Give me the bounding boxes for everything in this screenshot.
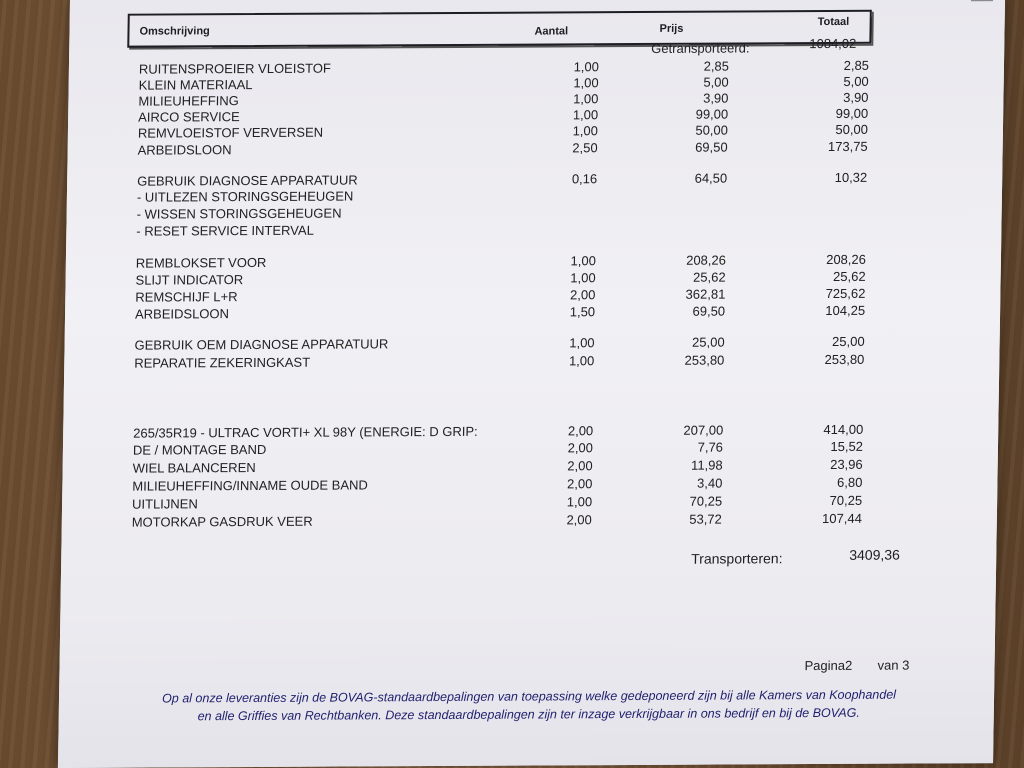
row-price: 5,00 [703,74,729,90]
row-price: 64,50 [694,170,728,186]
header-prijs: Prijs [659,22,684,35]
row-total: 70,25 [829,492,863,508]
row-description: WIEL BALANCEREN [132,459,256,476]
pagina-total: 3 [902,657,910,673]
row-description: 265/35R19 - ULTRAC VORTI+ XL 98Y (ENERGIE: D GRIP: [133,423,478,441]
row-description: GEBRUIK DIAGNOSE APPARATUUR [137,172,358,189]
row-quantity: 1,00 [572,107,599,123]
pagina-label: Pagina [804,657,846,674]
row-total: 107,44 [821,510,862,527]
row-quantity: 1,00 [570,270,596,286]
row-quantity: 1,00 [572,123,599,139]
row-quantity: 1,00 [568,353,595,369]
row-description: MOTORKAP GASDRUK VEER [131,513,313,530]
pagina-current: 2 [844,657,853,673]
row-description: RUITENSPROEIER VLOEISTOF [138,60,331,77]
row-total: 99,00 [835,105,869,121]
row-price: 253,80 [684,352,725,368]
row-description: AIRCO SERVICE [138,109,240,125]
row-price: 69,50 [695,139,728,155]
header-omschrijving: Omschrijving [139,25,210,38]
row-quantity: 1,00 [573,75,599,91]
row-price: 7,76 [697,439,724,455]
row-price: 2,85 [703,58,730,74]
row-total: 414,00 [823,421,864,438]
row-price: 207,00 [683,422,724,438]
row-description: - RESET SERVICE INTERVAL [136,222,314,239]
row-quantity: 1,00 [569,335,595,351]
row-quantity: 1,00 [570,253,597,269]
row-quantity: 2,00 [567,440,594,456]
row-quantity: 1,00 [573,59,600,75]
table-row [64,351,999,372]
getransporteerd-label: Getransporteerd: [651,40,750,56]
row-description: REMSCHIJF L+R [135,289,238,305]
row-total: 5,00 [843,73,869,89]
row-description: - WISSEN STORINGSGEHEUGEN [136,205,342,222]
row-total: 3,90 [843,89,869,105]
header-aantal: Aantal [534,25,569,38]
bovag-footer [99,685,960,726]
row-description: ARBEIDSLOON [134,306,230,322]
row-price: 3,90 [703,90,729,106]
getransporteerd-value: 1084,02 [809,35,857,52]
row-total: 208,26 [826,251,867,268]
row-price: 70,25 [689,493,723,509]
row-quantity: 2,00 [566,512,592,528]
row-total: 725,62 [825,285,866,302]
row-total: 50,00 [835,121,869,137]
row-description: REMVLOEISTOF VERVERSEN [137,124,324,141]
row-quantity: 1,00 [573,91,599,107]
row-description: MILIEUHEFFING/INNAME OUDE BAND [132,477,368,494]
row-price: 53,72 [689,511,722,527]
page-indicator [804,658,909,674]
row-description: SLIJT INDICATOR [135,272,244,288]
row-total: 173,75 [827,138,868,155]
header-totaal: Totaal [817,15,850,29]
footer-line-1: Op al onze leveranties zijn de BOVAG-standaardbepalingen van toepassing welke gedeponeerd zijn bij alle Kamers van Koophandel [162,687,897,706]
row-total: 10,32 [834,169,868,185]
row-price: 99,00 [695,106,729,122]
pagina-of-label: van [877,657,899,673]
row-price: 362,81 [685,286,726,302]
row-price: 208,26 [686,252,727,268]
row-description: ARBEIDSLOON [137,142,232,158]
table-header [127,10,872,48]
row-price: 11,98 [691,457,723,473]
corner-mark [971,0,993,1]
transporteren-label: Transporteren: [691,550,783,567]
row-description: REMBLOKSET VOOR [135,254,267,271]
row-total: 2,85 [843,57,870,73]
row-price: 25,00 [691,334,725,350]
row-description: - UITLEZEN STORINGSGEHEUGEN [136,188,354,205]
row-price: 3,40 [696,475,723,491]
row-description: REPARATIE ZEKERINGKAST [134,354,311,371]
row-quantity: 2,00 [567,423,594,439]
row-quantity: 2,00 [567,458,593,474]
row-quantity: 2,00 [569,287,596,303]
footer-line-2: en alle Griffies van Rechtbanken. Deze standaardbepalingen zijn ter inzage verkrijgbaar in ons bedrijf en bij de BOVAG. [197,705,861,724]
invoice-page [58,0,1005,768]
row-price: 69,50 [692,303,726,319]
row-description: DE / MONTAGE BAND [132,441,267,458]
row-total: 25,00 [831,333,865,349]
row-total: 6,80 [837,474,863,490]
transporteren-value: 3409,36 [849,546,901,563]
row-description: KLEIN MATERIAAL [138,77,253,93]
row-price: 25,62 [692,269,726,285]
row-quantity: 0,16 [571,171,598,187]
row-total: 23,96 [830,456,863,472]
row-total: 253,80 [824,351,865,368]
row-total: 15,52 [830,438,864,454]
row-description: UITLIJNEN [131,496,198,512]
row-total: 25,62 [833,268,866,284]
row-description: GEBRUIK OEM DIAGNOSE APPARATUUR [134,336,389,353]
row-total: 104,25 [825,302,866,319]
row-quantity: 2,00 [566,476,593,492]
row-quantity: 1,00 [566,494,593,510]
row-quantity: 1,50 [569,304,596,320]
row-description: MILIEUHEFFING [138,93,239,109]
row-quantity: 2,50 [572,140,598,156]
table-row [62,510,997,531]
row-price: 50,00 [695,122,729,138]
